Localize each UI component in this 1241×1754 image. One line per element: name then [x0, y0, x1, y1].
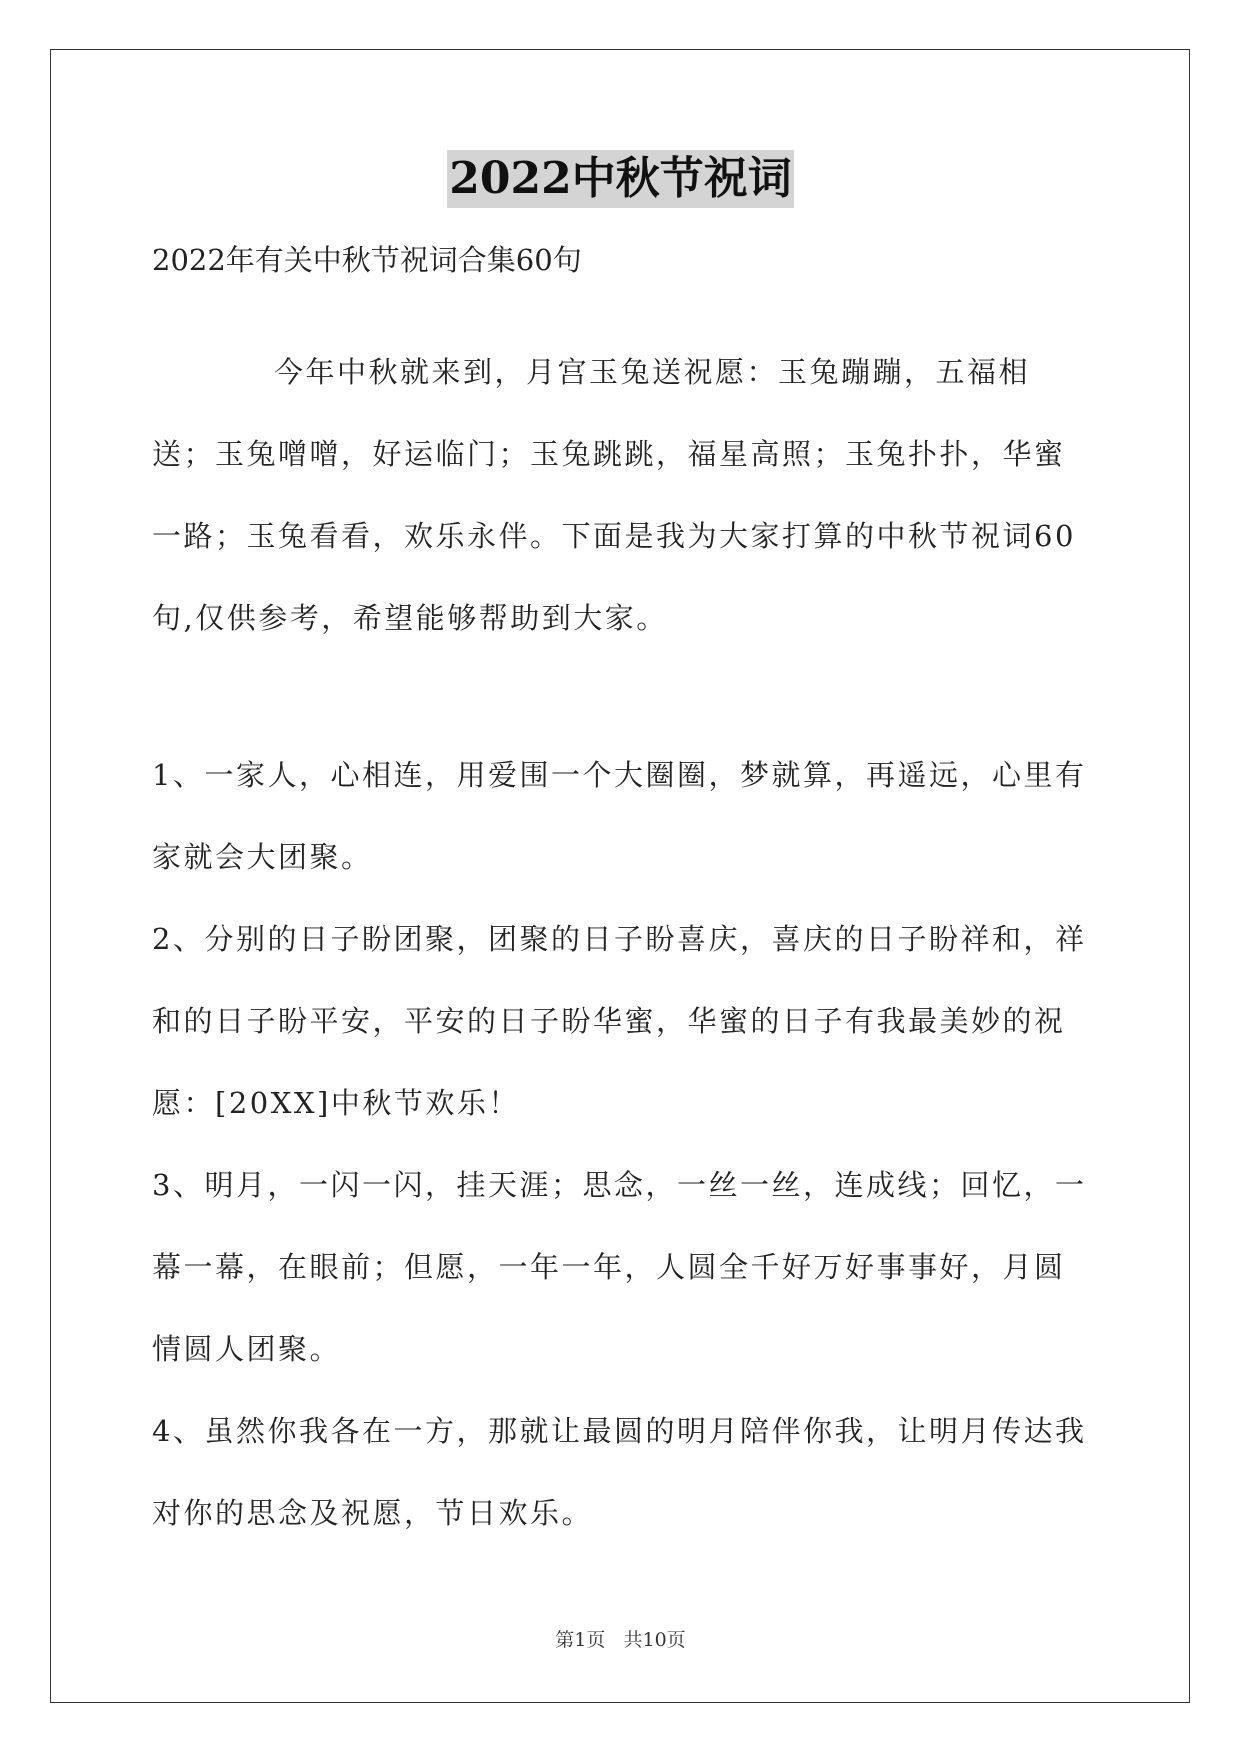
document-subtitle: 2022年有关中秋节祝词合集60句	[152, 243, 582, 277]
list-item: 4、虽然你我各在一方，那就让最圆的明月陪伴你我，让明月传达我对你的思念及祝愿，节日欢乐。	[152, 1414, 1087, 1530]
list-item: 2、分别的日子盼团聚，团聚的日子盼喜庆，喜庆的日子盼祥和，祥和的日子盼平安，平安的日子盼华蜜，华蜜的日子有我最美妙的祝愿：[20XX]中秋节欢乐！	[152, 922, 1087, 1120]
list-item: 1、一家人，心相连，用爱围一个大圈圈，梦就算，再遥远，心里有家就会大团聚。	[152, 758, 1087, 874]
page-footer: 第1页 共10页	[555, 1629, 686, 1651]
list-item: 3、明月，一闪一闪，挂天涯；思念，一丝一丝，连成线；回忆，一幕一幕，在眼前；但愿，一年一年，人圆全千好万好事事好，月圆情圆人团聚。	[152, 1168, 1087, 1366]
greetings-list	[152, 734, 1092, 1554]
document-title: 2022中秋节祝词	[447, 150, 793, 208]
title-container	[0, 150, 1241, 208]
intro-paragraph: 今年中秋就来到，月宫玉兔送祝愿：玉兔蹦蹦，五福相送；玉兔噌噌，好运临门；玉兔跳跳，福星高照；玉兔扑扑，华蜜一路；玉兔看看，欢乐永伴。下面是我为大家打算的中秋节祝词60句,仅供参考，希望能够帮助到大家。	[152, 355, 1076, 635]
